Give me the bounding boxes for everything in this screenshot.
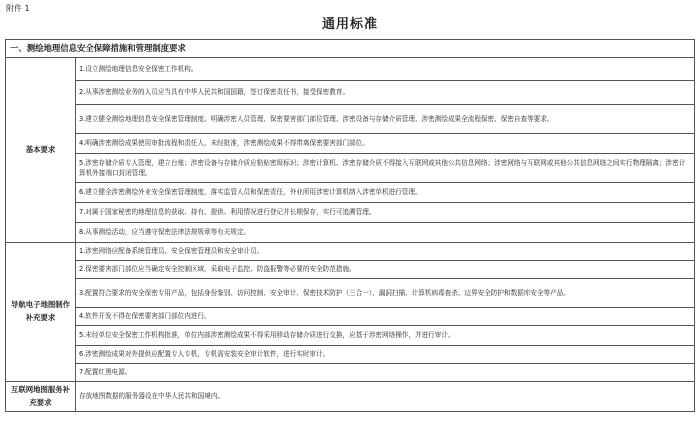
table-row bbox=[6, 134, 695, 154]
category-cell: 互联网地图服务补充要求 bbox=[6, 382, 76, 412]
requirement-item: 7.配置红黑电源。 bbox=[76, 364, 695, 382]
table-row bbox=[6, 203, 695, 223]
category-cell: 基本要求 bbox=[6, 58, 76, 243]
requirement-item: 4.软件开发不得在保密要害部门部位内进行。 bbox=[76, 308, 695, 326]
table-row bbox=[6, 346, 695, 364]
document-title: 通用标准 bbox=[321, 17, 378, 32]
requirement-item: 5.未经单位安全保密工作机构批准，单位内部涉密测绘成果不得采用移动存储介质进行交换，应基于涉密网络操作，并进行审计。 bbox=[76, 326, 695, 346]
table-row bbox=[6, 308, 695, 326]
standards-table bbox=[5, 39, 695, 412]
requirement-item: 6.涉密测绘成果对外提供应配置专人专机，专机需安装安全审计软件，进行实时审计。 bbox=[76, 346, 695, 364]
requirement-item: 2.保密要害部门部位应当确定安全控制区域，采取电子监控、防盗报警等必要的安全防范措施。 bbox=[76, 261, 695, 279]
table-row bbox=[6, 326, 695, 346]
requirement-item: 7.对属于国家秘密的地理信息的获取、持有、提供、利用情况进行登记并长期保存，实行可追溯管理。 bbox=[76, 203, 695, 223]
table-row bbox=[6, 364, 695, 382]
table-row bbox=[6, 105, 695, 134]
requirement-item: 8.从事测绘活动，应当遵守保密法律法规规章等有关规定。 bbox=[76, 223, 695, 243]
table-row bbox=[6, 243, 695, 261]
table-row bbox=[6, 154, 695, 183]
section-row bbox=[6, 40, 695, 58]
category-cell: 导航电子地图制作补充要求 bbox=[6, 243, 76, 382]
requirement-item: 6.建立健全涉密测绘外业安全保密管理制度，落实监管人员和保密责任，外业所用涉密计算机纳入涉密单机进行管理。 bbox=[76, 183, 695, 203]
table-row bbox=[6, 382, 695, 412]
requirement-item: 3.建立健全测绘地理信息安全保密管理制度。明确涉密人员管理、保密要害部门部位管理、涉密设备与存储介质管理、涉密测绘成果全流程保密、保密自查等要求。 bbox=[76, 105, 695, 134]
requirement-item: 存放地图数据的服务器设在中华人民共和国境内。 bbox=[76, 382, 695, 412]
table-row bbox=[6, 261, 695, 279]
section-heading: 一、测绘地理信息安全保障措施和管理制度要求 bbox=[6, 40, 695, 58]
requirement-item: 4.明确涉密测绘成果使用审批流程和责任人，未经批准，涉密测绘成果不得带离保密要害部门部位。 bbox=[76, 134, 695, 154]
attachment-label: 附件 1 bbox=[6, 4, 30, 13]
table-row bbox=[6, 183, 695, 203]
requirement-item: 1.涉密网络应配备系统管理员、安全保密管理员和安全审计员。 bbox=[76, 243, 695, 261]
table-row bbox=[6, 58, 695, 81]
table-row bbox=[6, 279, 695, 308]
requirement-item: 1.设立测绘地理信息安全保密工作机构。 bbox=[76, 58, 695, 81]
table-row bbox=[6, 81, 695, 105]
requirement-item: 3.配置符合要求的安全保密专用产品，包括身份鉴别、访问控制、安全审计、保密技术防护（三合一）、漏洞扫描、计算机病毒查杀、边界安全防护和数据库安全等产品。 bbox=[76, 279, 695, 308]
table-row bbox=[6, 223, 695, 243]
requirement-item: 5.涉密存储介质专人管理，建立台账；涉密设备与存储介质应粘贴密级标识；涉密计算机、涉密存储介质不得接入互联网或其他公共信息网络；涉密网络与互联网或其他公共信息网络之间实行物理隔离；涉密计算机外接端口封闭管理。 bbox=[76, 154, 695, 183]
requirement-item: 2.从事涉密测绘业务的人员应当具有中华人民共和国国籍，签订保密责任书，接受保密教育。 bbox=[76, 81, 695, 105]
